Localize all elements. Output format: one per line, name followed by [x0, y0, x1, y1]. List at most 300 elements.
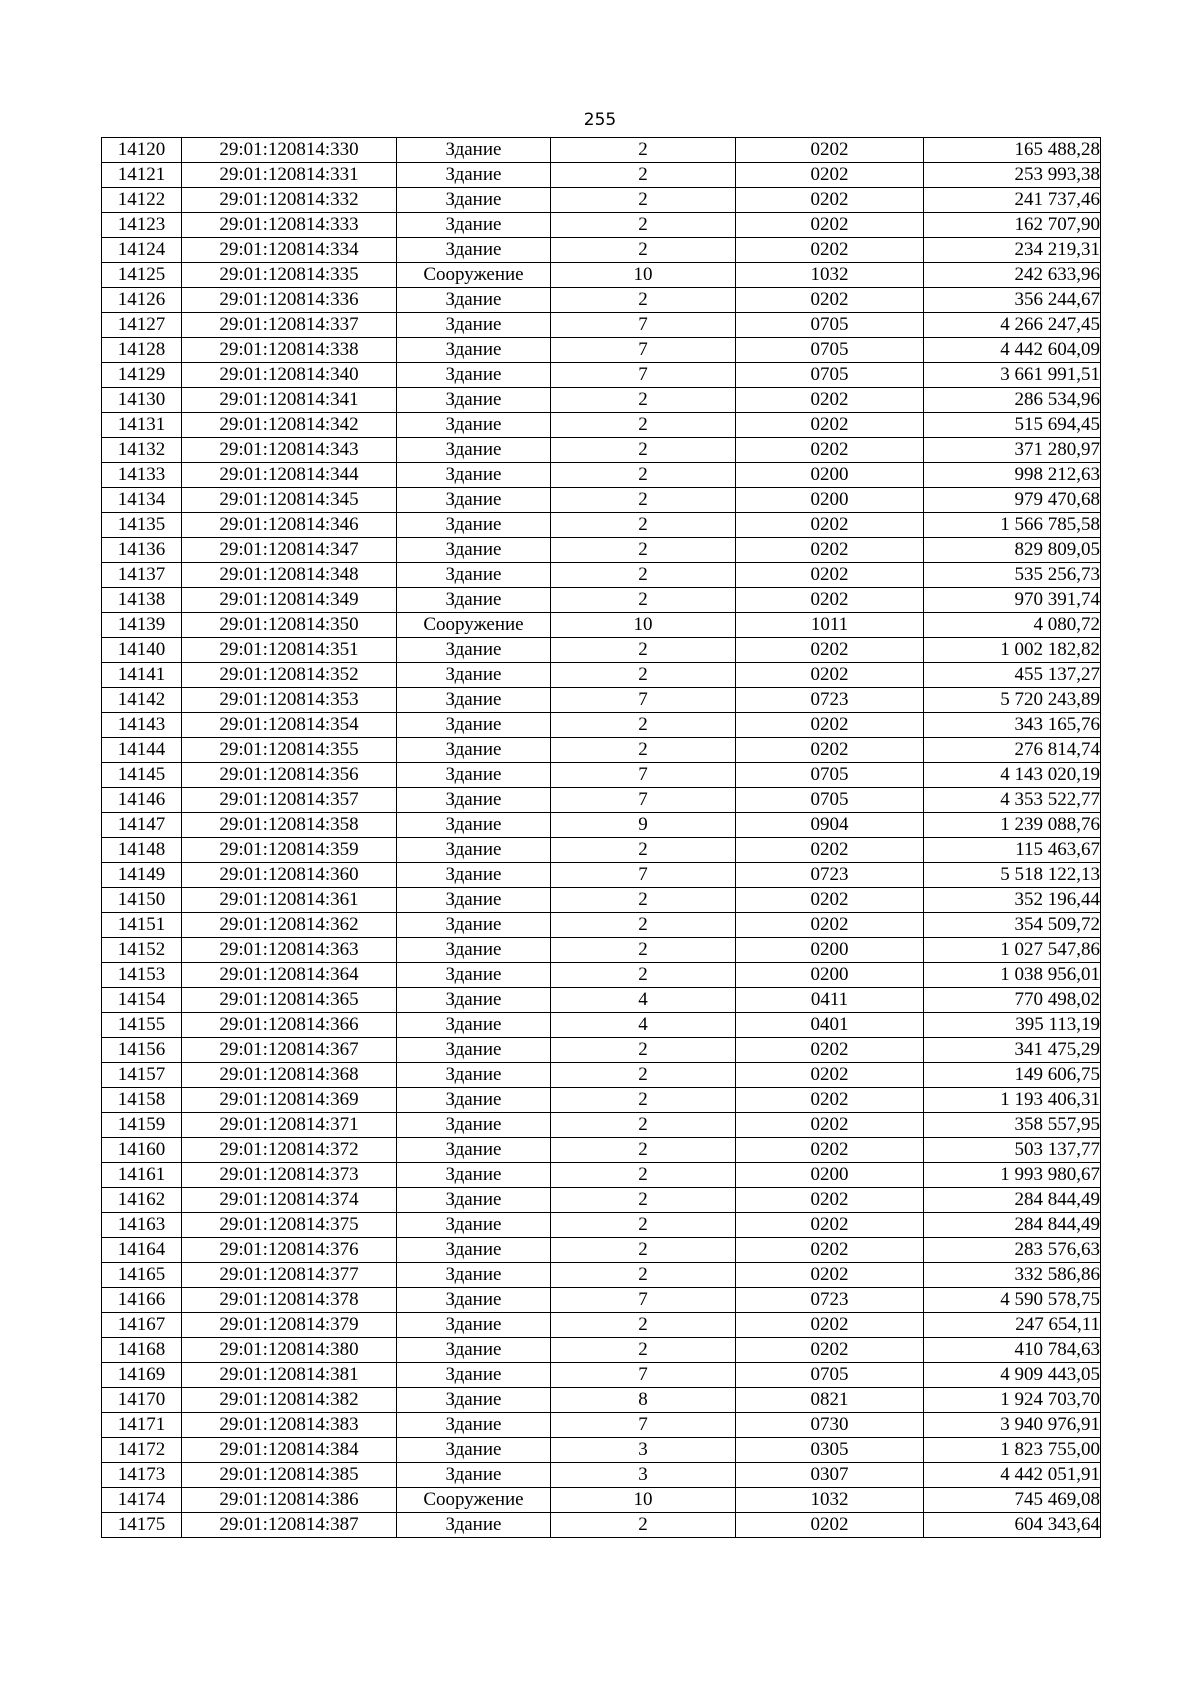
cadastral-number-cell: 29:01:120814:380: [182, 1338, 397, 1363]
group-cell: 7: [551, 688, 736, 713]
row-number-cell: 14143: [102, 713, 182, 738]
table-row: [102, 1288, 1101, 1313]
object-type-cell: Здание: [397, 1413, 551, 1438]
cadastral-number-cell: 29:01:120814:340: [182, 363, 397, 388]
row-number-cell: 14139: [102, 613, 182, 638]
group-cell: 2: [551, 1038, 736, 1063]
row-number-cell: 14158: [102, 1088, 182, 1113]
table-row: [102, 413, 1101, 438]
cadastral-number-cell: 29:01:120814:378: [182, 1288, 397, 1313]
cadastral-number-cell: 29:01:120814:361: [182, 888, 397, 913]
group-cell: 2: [551, 238, 736, 263]
cadastral-number-cell: 29:01:120814:373: [182, 1163, 397, 1188]
object-type-cell: Здание: [397, 1138, 551, 1163]
cadastral-value-cell: 4 909 443,05: [924, 1363, 1101, 1388]
object-type-cell: Здание: [397, 538, 551, 563]
table-row: [102, 663, 1101, 688]
table-row: [102, 688, 1101, 713]
group-cell: 2: [551, 463, 736, 488]
cadastral-value-cell: 1 038 956,01: [924, 963, 1101, 988]
cadastral-number-cell: 29:01:120814:377: [182, 1263, 397, 1288]
object-type-cell: Здание: [397, 863, 551, 888]
cadastral-value-cell: 234 219,31: [924, 238, 1101, 263]
object-type-cell: Здание: [397, 188, 551, 213]
group-cell: 4: [551, 1013, 736, 1038]
cadastral-value-cell: 1 823 755,00: [924, 1438, 1101, 1463]
cadastral-number-cell: 29:01:120814:346: [182, 513, 397, 538]
table-row: [102, 238, 1101, 263]
row-number-cell: 14154: [102, 988, 182, 1013]
cadastral-number-cell: 29:01:120814:343: [182, 438, 397, 463]
cadastral-value-cell: 4 353 522,77: [924, 788, 1101, 813]
group-cell: 2: [551, 588, 736, 613]
cadastral-number-cell: 29:01:120814:368: [182, 1063, 397, 1088]
cadastral-number-cell: 29:01:120814:384: [182, 1438, 397, 1463]
row-number-cell: 14125: [102, 263, 182, 288]
object-type-cell: Здание: [397, 1188, 551, 1213]
cadastral-value-cell: 770 498,02: [924, 988, 1101, 1013]
code-cell: 0202: [736, 1113, 924, 1138]
row-number-cell: 14123: [102, 213, 182, 238]
code-cell: 0723: [736, 1288, 924, 1313]
cadastral-value-cell: 358 557,95: [924, 1113, 1101, 1138]
object-type-cell: Здание: [397, 838, 551, 863]
row-number-cell: 14155: [102, 1013, 182, 1038]
cadastral-number-cell: 29:01:120814:381: [182, 1363, 397, 1388]
table-row: [102, 1113, 1101, 1138]
table-row: [102, 588, 1101, 613]
cadastral-value-cell: 283 576,63: [924, 1238, 1101, 1263]
object-type-cell: Здание: [397, 163, 551, 188]
table-row: [102, 163, 1101, 188]
table-row: [102, 713, 1101, 738]
cadastral-value-cell: 284 844,49: [924, 1213, 1101, 1238]
code-cell: 0202: [736, 413, 924, 438]
cadastral-number-cell: 29:01:120814:335: [182, 263, 397, 288]
row-number-cell: 14145: [102, 763, 182, 788]
cadastral-number-cell: 29:01:120814:331: [182, 163, 397, 188]
code-cell: 0202: [736, 713, 924, 738]
cadastral-number-cell: 29:01:120814:353: [182, 688, 397, 713]
cadastral-number-cell: 29:01:120814:367: [182, 1038, 397, 1063]
code-cell: 0202: [736, 1313, 924, 1338]
code-cell: 0705: [736, 1363, 924, 1388]
table-row: [102, 988, 1101, 1013]
table-row: [102, 488, 1101, 513]
cadastral-value-cell: 332 586,86: [924, 1263, 1101, 1288]
group-cell: 2: [551, 888, 736, 913]
cadastral-value-cell: 970 391,74: [924, 588, 1101, 613]
object-type-cell: Здание: [397, 588, 551, 613]
table-row: [102, 788, 1101, 813]
group-cell: 9: [551, 813, 736, 838]
group-cell: 2: [551, 1513, 736, 1538]
table-body: [102, 138, 1101, 1538]
object-type-cell: Здание: [397, 363, 551, 388]
table-row: [102, 1413, 1101, 1438]
cadastral-number-cell: 29:01:120814:350: [182, 613, 397, 638]
group-cell: 7: [551, 1363, 736, 1388]
object-type-cell: Здание: [397, 1013, 551, 1038]
cadastral-number-cell: 29:01:120814:374: [182, 1188, 397, 1213]
cadastral-value-cell: 4 080,72: [924, 613, 1101, 638]
row-number-cell: 14130: [102, 388, 182, 413]
code-cell: 0202: [736, 213, 924, 238]
cadastral-value-cell: 515 694,45: [924, 413, 1101, 438]
code-cell: 0730: [736, 1413, 924, 1438]
code-cell: 0200: [736, 463, 924, 488]
code-cell: 0200: [736, 938, 924, 963]
cadastral-value-cell: 1 924 703,70: [924, 1388, 1101, 1413]
cadastral-number-cell: 29:01:120814:354: [182, 713, 397, 738]
cadastral-number-cell: 29:01:120814:357: [182, 788, 397, 813]
cadastral-value-cell: 1 993 980,67: [924, 1163, 1101, 1188]
cadastral-number-cell: 29:01:120814:352: [182, 663, 397, 688]
object-type-cell: Здание: [397, 1338, 551, 1363]
row-number-cell: 14132: [102, 438, 182, 463]
table-row: [102, 338, 1101, 363]
cadastral-number-cell: 29:01:120814:356: [182, 763, 397, 788]
group-cell: 7: [551, 1288, 736, 1313]
page-number: 255: [583, 110, 617, 130]
cadastral-value-cell: 165 488,28: [924, 138, 1101, 163]
code-cell: 0723: [736, 863, 924, 888]
table-row: [102, 1213, 1101, 1238]
cadastral-value-cell: 253 993,38: [924, 163, 1101, 188]
group-cell: 8: [551, 1388, 736, 1413]
cadastral-value-cell: 343 165,76: [924, 713, 1101, 738]
table-row: [102, 513, 1101, 538]
cadastral-value-cell: 503 137,77: [924, 1138, 1101, 1163]
cadastral-number-cell: 29:01:120814:362: [182, 913, 397, 938]
group-cell: 4: [551, 988, 736, 1013]
object-type-cell: Здание: [397, 463, 551, 488]
cadastral-number-cell: 29:01:120814:365: [182, 988, 397, 1013]
code-cell: 0202: [736, 388, 924, 413]
code-cell: 1032: [736, 1488, 924, 1513]
row-number-cell: 14147: [102, 813, 182, 838]
row-number-cell: 14128: [102, 338, 182, 363]
object-type-cell: Здание: [397, 1513, 551, 1538]
row-number-cell: 14149: [102, 863, 182, 888]
cadastral-value-cell: 535 256,73: [924, 563, 1101, 588]
cadastral-number-cell: 29:01:120814:359: [182, 838, 397, 863]
row-number-cell: 14135: [102, 513, 182, 538]
table-row: [102, 1088, 1101, 1113]
code-cell: 0411: [736, 988, 924, 1013]
cadastral-number-cell: 29:01:120814:371: [182, 1113, 397, 1138]
cadastral-value-cell: 354 509,72: [924, 913, 1101, 938]
group-cell: 2: [551, 838, 736, 863]
code-cell: 0305: [736, 1438, 924, 1463]
group-cell: 2: [551, 963, 736, 988]
cadastral-number-cell: 29:01:120814:330: [182, 138, 397, 163]
cadastral-number-cell: 29:01:120814:341: [182, 388, 397, 413]
cadastral-number-cell: 29:01:120814:347: [182, 538, 397, 563]
code-cell: 0200: [736, 1163, 924, 1188]
group-cell: 7: [551, 788, 736, 813]
object-type-cell: Здание: [397, 238, 551, 263]
object-type-cell: Здание: [397, 1263, 551, 1288]
object-type-cell: Сооружение: [397, 1488, 551, 1513]
table-row: [102, 838, 1101, 863]
group-cell: 7: [551, 313, 736, 338]
table-row: [102, 888, 1101, 913]
group-cell: 10: [551, 613, 736, 638]
cadastral-number-cell: 29:01:120814:344: [182, 463, 397, 488]
code-cell: 0821: [736, 1388, 924, 1413]
cadastral-value-cell: 4 143 020,19: [924, 763, 1101, 788]
cadastral-number-cell: 29:01:120814:332: [182, 188, 397, 213]
object-type-cell: Здание: [397, 888, 551, 913]
group-cell: 2: [551, 638, 736, 663]
code-cell: 0705: [736, 313, 924, 338]
object-type-cell: Здание: [397, 1063, 551, 1088]
cadastral-value-cell: 1 566 785,58: [924, 513, 1101, 538]
cadastral-value-cell: 410 784,63: [924, 1338, 1101, 1363]
table-row: [102, 1513, 1101, 1538]
row-number-cell: 14133: [102, 463, 182, 488]
group-cell: 10: [551, 1488, 736, 1513]
row-number-cell: 14148: [102, 838, 182, 863]
row-number-cell: 14173: [102, 1463, 182, 1488]
row-number-cell: 14151: [102, 913, 182, 938]
row-number-cell: 14136: [102, 538, 182, 563]
row-number-cell: 14161: [102, 1163, 182, 1188]
row-number-cell: 14175: [102, 1513, 182, 1538]
code-cell: 0202: [736, 638, 924, 663]
cadastral-number-cell: 29:01:120814:366: [182, 1013, 397, 1038]
row-number-cell: 14140: [102, 638, 182, 663]
table-row: [102, 738, 1101, 763]
object-type-cell: Здание: [397, 763, 551, 788]
row-number-cell: 14144: [102, 738, 182, 763]
code-cell: 0705: [736, 763, 924, 788]
cadastral-value-cell: 979 470,68: [924, 488, 1101, 513]
cadastral-number-cell: 29:01:120814:336: [182, 288, 397, 313]
cadastral-number-cell: 29:01:120814:333: [182, 213, 397, 238]
group-cell: 2: [551, 1238, 736, 1263]
row-number-cell: 14122: [102, 188, 182, 213]
cadastral-value-cell: 5 518 122,13: [924, 863, 1101, 888]
cadastral-number-cell: 29:01:120814:337: [182, 313, 397, 338]
code-cell: 0401: [736, 1013, 924, 1038]
cadastral-value-cell: 829 809,05: [924, 538, 1101, 563]
code-cell: 0202: [736, 1188, 924, 1213]
object-type-cell: Здание: [397, 438, 551, 463]
cadastral-number-cell: 29:01:120814:387: [182, 1513, 397, 1538]
row-number-cell: 14170: [102, 1388, 182, 1413]
table-row: [102, 938, 1101, 963]
cadastral-value-cell: 1 193 406,31: [924, 1088, 1101, 1113]
row-number-cell: 14169: [102, 1363, 182, 1388]
code-cell: 0705: [736, 788, 924, 813]
group-cell: 7: [551, 338, 736, 363]
cadastral-value-cell: 5 720 243,89: [924, 688, 1101, 713]
cadastral-value-cell: 247 654,11: [924, 1313, 1101, 1338]
cadastral-value-cell: 276 814,74: [924, 738, 1101, 763]
code-cell: 0705: [736, 363, 924, 388]
object-type-cell: Здание: [397, 913, 551, 938]
table-row: [102, 1238, 1101, 1263]
cadastral-number-cell: 29:01:120814:376: [182, 1238, 397, 1263]
row-number-cell: 14152: [102, 938, 182, 963]
cadastral-number-cell: 29:01:120814:351: [182, 638, 397, 663]
cadastral-value-cell: 4 266 247,45: [924, 313, 1101, 338]
cadastral-number-cell: 29:01:120814:383: [182, 1413, 397, 1438]
code-cell: 0202: [736, 238, 924, 263]
object-type-cell: Здание: [397, 1463, 551, 1488]
code-cell: 0202: [736, 513, 924, 538]
row-number-cell: 14146: [102, 788, 182, 813]
table-row: [102, 188, 1101, 213]
table-row: [102, 1463, 1101, 1488]
row-number-cell: 14167: [102, 1313, 182, 1338]
code-cell: 1032: [736, 263, 924, 288]
row-number-cell: 14166: [102, 1288, 182, 1313]
cadastral-value-cell: 241 737,46: [924, 188, 1101, 213]
object-type-cell: Здание: [397, 788, 551, 813]
object-type-cell: Здание: [397, 388, 551, 413]
code-cell: 0202: [736, 888, 924, 913]
code-cell: 0202: [736, 538, 924, 563]
object-type-cell: Здание: [397, 663, 551, 688]
row-number-cell: 14164: [102, 1238, 182, 1263]
group-cell: 2: [551, 563, 736, 588]
table-row: [102, 288, 1101, 313]
group-cell: 7: [551, 1413, 736, 1438]
cadastral-value-cell: 1 002 182,82: [924, 638, 1101, 663]
cadastral-value-cell: 455 137,27: [924, 663, 1101, 688]
table-row: [102, 563, 1101, 588]
object-type-cell: Здание: [397, 1438, 551, 1463]
cadastral-number-cell: 29:01:120814:363: [182, 938, 397, 963]
cadastral-value-cell: 998 212,63: [924, 463, 1101, 488]
object-type-cell: Здание: [397, 1288, 551, 1313]
code-cell: 0202: [736, 563, 924, 588]
table-row: [102, 613, 1101, 638]
cadastral-number-cell: 29:01:120814:345: [182, 488, 397, 513]
table-row: [102, 263, 1101, 288]
row-number-cell: 14129: [102, 363, 182, 388]
group-cell: 2: [551, 513, 736, 538]
cadastral-number-cell: 29:01:120814:382: [182, 1388, 397, 1413]
code-cell: 0202: [736, 438, 924, 463]
table-row: [102, 1163, 1101, 1188]
table-row: [102, 1063, 1101, 1088]
code-cell: 0202: [736, 138, 924, 163]
group-cell: 2: [551, 163, 736, 188]
row-number-cell: 14157: [102, 1063, 182, 1088]
group-cell: 2: [551, 1213, 736, 1238]
row-number-cell: 14124: [102, 238, 182, 263]
row-number-cell: 14120: [102, 138, 182, 163]
row-number-cell: 14156: [102, 1038, 182, 1063]
group-cell: 2: [551, 288, 736, 313]
row-number-cell: 14126: [102, 288, 182, 313]
group-cell: 2: [551, 938, 736, 963]
cadastral-value-cell: 3 940 976,91: [924, 1413, 1101, 1438]
code-cell: 0202: [736, 1338, 924, 1363]
row-number-cell: 14160: [102, 1138, 182, 1163]
table-row: [102, 1313, 1101, 1338]
object-type-cell: Здание: [397, 488, 551, 513]
object-type-cell: Здание: [397, 313, 551, 338]
code-cell: 0200: [736, 963, 924, 988]
code-cell: 0202: [736, 1238, 924, 1263]
group-cell: 2: [551, 663, 736, 688]
table-row: [102, 1438, 1101, 1463]
table-row: [102, 1488, 1101, 1513]
group-cell: 2: [551, 138, 736, 163]
group-cell: 2: [551, 1088, 736, 1113]
group-cell: 2: [551, 1313, 736, 1338]
cadastral-number-cell: 29:01:120814:338: [182, 338, 397, 363]
cadastral-value-cell: 604 343,64: [924, 1513, 1101, 1538]
group-cell: 2: [551, 1188, 736, 1213]
code-cell: 0202: [736, 288, 924, 313]
row-number-cell: 14171: [102, 1413, 182, 1438]
object-type-cell: Здание: [397, 938, 551, 963]
code-cell: 0202: [736, 1213, 924, 1238]
row-number-cell: 14165: [102, 1263, 182, 1288]
cadastral-number-cell: 29:01:120814:355: [182, 738, 397, 763]
table-row: [102, 1338, 1101, 1363]
code-cell: 0202: [736, 913, 924, 938]
group-cell: 7: [551, 863, 736, 888]
table-row: [102, 913, 1101, 938]
cadastral-number-cell: 29:01:120814:334: [182, 238, 397, 263]
table-row: [102, 1188, 1101, 1213]
cadastral-number-cell: 29:01:120814:386: [182, 1488, 397, 1513]
object-type-cell: Сооружение: [397, 263, 551, 288]
table-row: [102, 963, 1101, 988]
object-type-cell: Сооружение: [397, 613, 551, 638]
cadastral-value-cell: 286 534,96: [924, 388, 1101, 413]
object-type-cell: Здание: [397, 963, 551, 988]
cadastral-value-table: [101, 137, 1101, 1538]
code-cell: 1011: [736, 613, 924, 638]
row-number-cell: 14163: [102, 1213, 182, 1238]
table-row: [102, 438, 1101, 463]
code-cell: 0202: [736, 1263, 924, 1288]
cadastral-value-cell: 242 633,96: [924, 263, 1101, 288]
object-type-cell: Здание: [397, 338, 551, 363]
cadastral-number-cell: 29:01:120814:349: [182, 588, 397, 613]
group-cell: 10: [551, 263, 736, 288]
cadastral-value-cell: 371 280,97: [924, 438, 1101, 463]
group-cell: 2: [551, 1338, 736, 1363]
group-cell: 2: [551, 713, 736, 738]
table-row: [102, 1038, 1101, 1063]
cadastral-value-cell: 4 590 578,75: [924, 1288, 1101, 1313]
code-cell: 0202: [736, 1138, 924, 1163]
code-cell: 0904: [736, 813, 924, 838]
group-cell: 2: [551, 213, 736, 238]
cadastral-number-cell: 29:01:120814:375: [182, 1213, 397, 1238]
group-cell: 2: [551, 1138, 736, 1163]
object-type-cell: Здание: [397, 1388, 551, 1413]
object-type-cell: Здание: [397, 288, 551, 313]
table-row: [102, 463, 1101, 488]
object-type-cell: Здание: [397, 563, 551, 588]
row-number-cell: 14141: [102, 663, 182, 688]
cadastral-number-cell: 29:01:120814:348: [182, 563, 397, 588]
table-row: [102, 1138, 1101, 1163]
row-number-cell: 14137: [102, 563, 182, 588]
object-type-cell: Здание: [397, 1313, 551, 1338]
row-number-cell: 14138: [102, 588, 182, 613]
